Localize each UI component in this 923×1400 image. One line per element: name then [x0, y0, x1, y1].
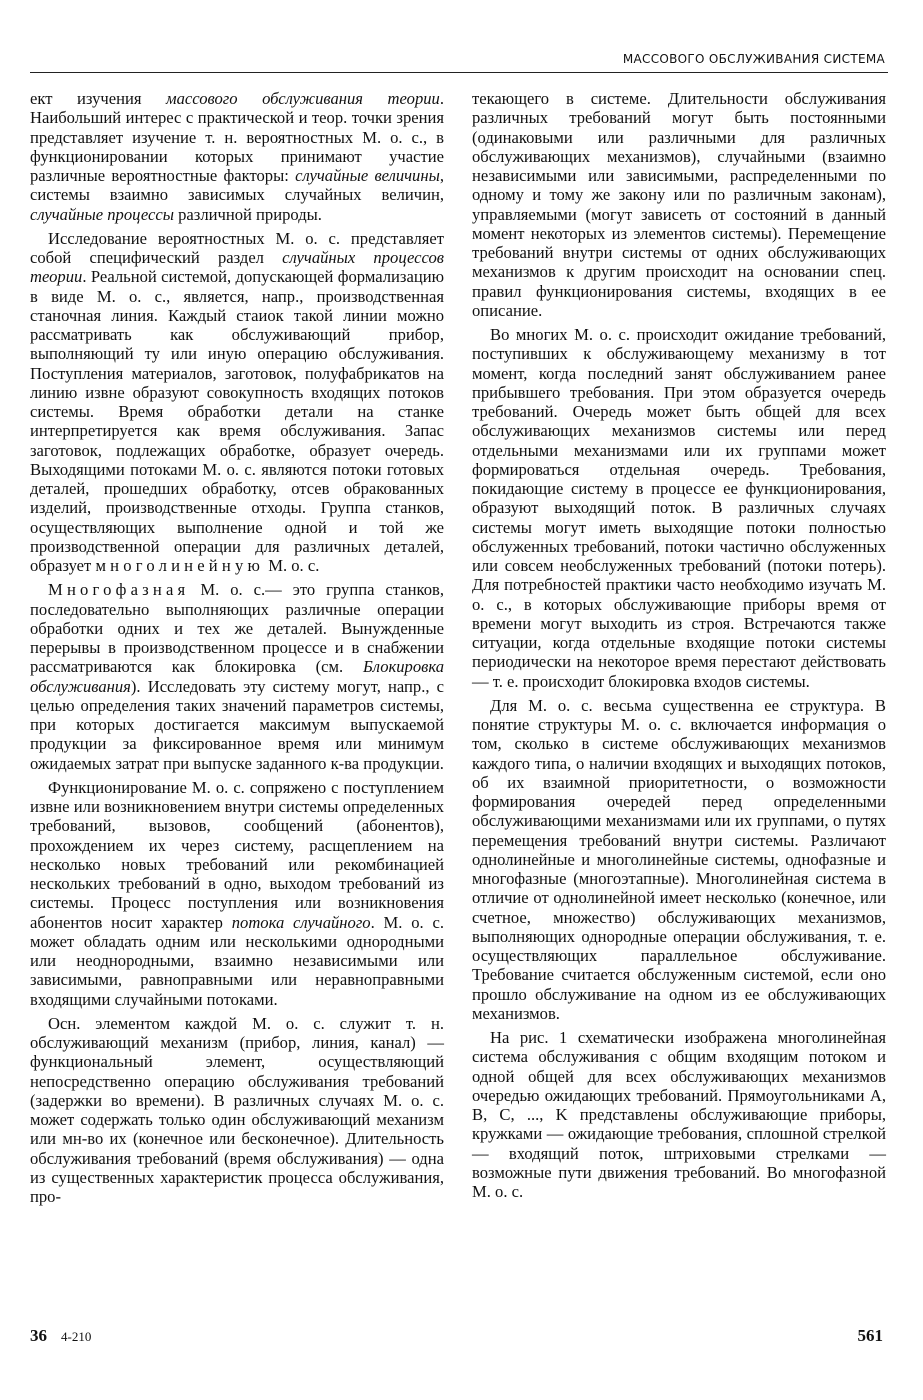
link-random-processes[interactable]: случайные процессы: [30, 204, 174, 224]
page-number-left: 36: [30, 1326, 47, 1345]
right-paragraph-3: Для М. о. с. весьма существенна ее структура. В понятие структуры М. о. с. включается информация о том, сколько в системе обслуживающих механизмов каждого типа, о наличии входящих и выходящих потоков, об их взаимной приоритетности, о возможности формирования очередей перед определенными обслуживающими механизмами или их группами, о путях перемещения требований внутри системы. Различают однолинейные и многолинейные системы, однофазные и многофазные (многоэтапные). Многолинейная система в отличие от однолинейной имеет несколько (конечное, или счетное, множество) обслуживающих механизмов, выполняющих однородные операции обслуживания, т. е. осуществляющих параллельное обслуживание. Требование считается обслуженным системой, если оно прошло обслуживание на одном из ее обслуживающих механизмов.: [472, 695, 886, 1023]
left-paragraph-2: Исследование вероятностных М. о. с. представляет собой специфический раздел случайных процессов теории. Реальной системой, допускающей формализацию в виде М. о. с., является, напр., производственная станочная линия. Каждый стаиок такой линии можно рассматривать как обслуживающий прибор, выполняющий ту или иную операцию обслуживания. Поступления материалов, заготовок, полуфабрикатов на линию извне образуют совокупность входящих потоков системы. Время обработки детали на станке интерпретируется как время обслуживания. Запас заготовок, подлежащих обработке, образует очередь. Выходящими потоками М. о. с. являются потоки готовых деталей, прошедших обработку, отсев обракованных изделий, производственные отходы. Группа станков, осуществляющих выполнение одной и той же производственной операции для различных деталей, образует многолинейную М. о. с.: [30, 228, 444, 575]
signature-mark: 4-210: [61, 1329, 92, 1344]
right-paragraph-2: Во многих М. о. с. происходит ожидание требований, поступивших к обслуживающему механизму в тот момент, когда последний занят обслуживанием ранее прибывшего требования. При этом образуется очередь требований. Очередь может быть общей для всех обслуживающих механизмов системы или перед отдельными механизмами или их группами может формироваться отдельная очередь. Требования, покидающие систему в процессе ее функционирования, образуют выходящий поток. В различных случаях системы могут иметь выходящие потоки полностью обслуженных требований, потоки частично обслуженных или совсем необслуженных требований (потоки потерь). Для потребностей практики часто необходимо изучать М. о. с., в которых обслуживающие приборы время от времени могут выходить из строя. Встречаются также ситуации, когда отдельные входящие потоки системы периодически на некоторое время перестают действовать — т. е. происходит блокировка входов системы.: [472, 325, 886, 691]
left-paragraph-4: Функционирование М. о. с. сопряжено с поступлением извне или возникновением внутри системы определенных требований, вызовов, сообщений (абонентов), прохождением их через систему, расщеплением на несколько новых требований или рекомбинацией нескольких требований в одно, выходом требований из системы. Процесс поступления или возникновения абонентов носит характер потока случайного. М. о. с. может обладать одним или несколькими однородными или неоднородными, взаимно независимыми или зависимыми, равноправными или неравноправными входящими случайными потоками.: [30, 777, 444, 1009]
running-head: МАССОВОГО ОБСЛУЖИВАНИЯ СИСТЕМА: [622, 52, 885, 66]
link-random-processes-theory[interactable]: случайных процессов теории: [30, 248, 444, 287]
right-column: [472, 89, 886, 1202]
link-service-blocking[interactable]: Блокировка обслуживания: [30, 657, 444, 696]
link-random-variables[interactable]: случайные величины: [295, 166, 440, 185]
right-paragraph-1: текающего в системе. Длительности обслуживания различных требований могут быть постоянными (одинаковыми или различными для различных обслуживающих механизмов), случайными (взаимно независимыми или зависимыми, распределенными по одному и тому же закону или по различным законам), управляемыми (могут зависеть от состояний в данный момент некоторых из элементов системы). Перемещение требований внутри системы от одних обслуживающих механизмов к другим происходит на основании спец. правил функционирования системы, входящих в ее описание.: [472, 89, 886, 320]
header-rule: [30, 72, 888, 73]
page-number-right: 561: [857, 1326, 883, 1345]
link-queueing-theory[interactable]: массового обслуживания теории: [166, 89, 440, 108]
spaced-term-multiphase: Многофазная: [48, 580, 190, 600]
right-paragraph-4: На рис. 1 схематически изображена многолинейная система обслуживания с общим входящим потоком и одной общей для всех обслуживающих механизмов очередью ожидающих требований. Прямоугольниками A, B, C, ..., K представлены обслуживающие приборы, кружками — ожидающие требования, сплошной стрелкой — входящий поток, штриховыми стрелками — возможные пути движения требований. Во многофазной М. о. с.: [472, 1028, 886, 1201]
spaced-term-multiline: многолинейную: [95, 556, 265, 575]
left-paragraph-1: ект изучения массового обслуживания теории. Наибольший интерес с практической и теор. точки зрения представляет изучение т. н. вероятностных М. о. с., в функционировании которых принимают участие различные вероятностные факторы: случайные величины, системы взаимно зависимых случайных величин, случайные процессы различной природы.: [30, 89, 444, 224]
left-paragraph-3: Многофазная М. о. с.— это группа станков, последовательно выполняющих различные операции обработки одних и тех же деталей. Вынужденные перерывы в производственном процессе и в снабжении рассматриваются как блокировка (см. Блокировка обслуживания). Исследовать эту систему могут, напр., с целью определения таких значений параметров системы, при которых достигается максимум выпускаемой продукции за фиксированное время или минимум ожидаемых затрат при выпуске заданного к-ва продукции.: [30, 580, 444, 773]
left-column: [30, 89, 444, 1207]
footer-left: [30, 1326, 91, 1346]
left-paragraph-5: Осн. элементом каждой М. о. с. служит т. н. обслуживающий механизм (прибор, линия, канал) — функциональный элемент, осуществляющий непосредственно операцию обслуживания требований (задержки во времени). В различных случаях М. о. с. может содержать только один обслуживающий механизм или мн-во их (конечное или бесконечное). Длительность обслуживания требований (время обслуживания) — одна из существенных характеристик процесса обслуживания, про-: [30, 1013, 444, 1206]
link-random-flow[interactable]: потока случайного: [231, 912, 371, 932]
